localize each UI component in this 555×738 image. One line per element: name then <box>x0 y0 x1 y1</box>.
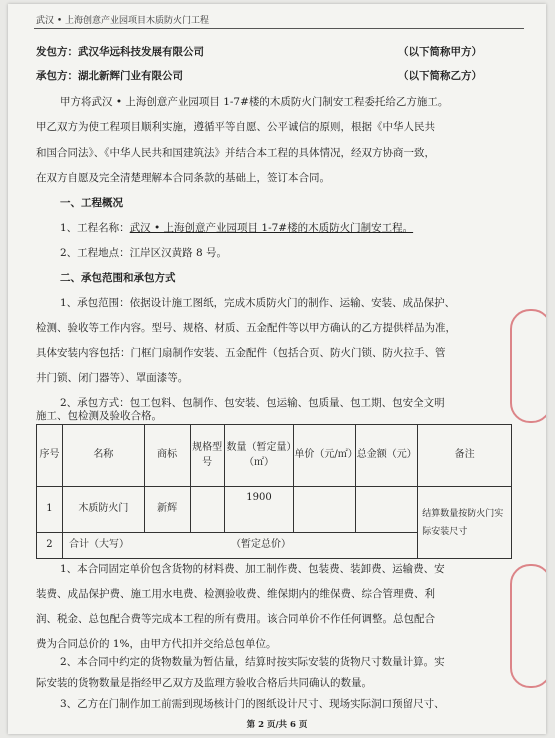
scope-line: 1、承包范围：依据设计施工图纸，完成木质防火门的制作、运输、安装、成品保护、 <box>60 297 456 309</box>
row1-name: 木质防火门 <box>62 487 144 533</box>
party-a-short: （以下简称甲方） <box>398 46 482 58</box>
project-name-value: 武汉 • 上海创意产业园项目 1-7#楼的木质防火门制安工程。 <box>129 222 414 234</box>
table-row <box>37 487 512 533</box>
col-seq: 序号 <box>37 425 63 487</box>
party-a-name: 武汉华远科技发展有限公司 <box>78 46 204 58</box>
party-b-label: 承包方： <box>36 70 78 82</box>
contract-page <box>8 4 546 734</box>
section2-heading: 二、承包范围和承包方式 <box>60 272 176 284</box>
row1-amount <box>356 487 418 533</box>
project-name-label: 1、工程名称： <box>60 222 130 234</box>
col-brand: 商标 <box>144 425 190 487</box>
clause-line: 润、税金、总包配合费等完成本工程的所有费用。该合同单价不作任何调整。总包配合 <box>36 613 435 625</box>
row1-remark: 结算数量按防火门实际安装尺寸 <box>418 487 512 559</box>
row1-seq: 1 <box>37 487 63 533</box>
clause-line: 装费、成品保护费、施工用水电费、检测验收费、维保期内的维保费、综合管理费、利 <box>36 588 435 600</box>
clause-line: 1、本合同固定单价包含货物的材料费、加工制作费、包装费、装卸费、运输费、安 <box>60 563 445 575</box>
method-line: 2、承包方式：包工包料、包制作、包安装、包运输、包质量、包工期、包安全文明 <box>60 397 445 409</box>
seal-stamp-icon <box>510 309 546 423</box>
project-location: 2、工程地点：江岸区汉黄路 8 号。 <box>60 247 228 259</box>
row2-total <box>62 533 417 559</box>
party-a-label: 发包方： <box>36 46 78 58</box>
col-amount: 总金额（元） <box>356 425 418 487</box>
party-b <box>36 68 183 83</box>
row1-brand: 新辉 <box>144 487 190 533</box>
party-a <box>36 44 204 59</box>
row1-qty: 1900 <box>224 487 294 533</box>
header-divider <box>34 28 524 29</box>
col-qty: 数量（暂定量）（㎡） <box>224 425 294 487</box>
clause-line: 费为合同总价的 1%，由甲方代扣并交给总包单位。 <box>36 638 277 650</box>
seal-stamp-icon <box>510 564 546 688</box>
clause-line: 2、本合同中约定的货物数量为暂估量，结算时按实际安装的货物尺寸数量计算。实 <box>60 656 445 668</box>
scope-line: 检测、验收等工作内容。型号、规格、材质、五金配件等以甲方确认的乙方提供样品为准， <box>36 322 456 334</box>
section1-heading: 一、工程概况 <box>60 197 123 209</box>
page-number: 第 2 页/共 6 页 <box>246 720 308 730</box>
intro-line: 甲乙双方为使工程项目顺利实施，遵循平等自愿、公平诚信的原则，根据《中华人民共 <box>36 121 435 133</box>
intro-line: 在双方自愿及完全清楚理解本合同条款的基础上，签订本合同。 <box>36 172 330 184</box>
running-header: 武汉 • 上海创意产业园项目木质防火门工程 <box>36 16 210 26</box>
scope-line: 井门锁、闭门器等）、罩面漆等。 <box>36 372 189 384</box>
intro-line: 甲方将武汉 • 上海创意产业园项目 1-7#楼的木质防火门制安工程委托给乙方施工。 <box>60 96 449 108</box>
row2-total-value: （暂定总价） <box>230 539 291 550</box>
clause-line: 3、乙方在门制作加工前需到现场核计门的图纸设计尺寸、现场实际洞口预留尺寸、 <box>60 698 445 710</box>
col-model: 规格型号 <box>190 425 224 487</box>
row2-total-label: 合计（大写） <box>68 539 129 550</box>
scope-line: 具体安装内容包括：门框门扇制作安装、五金配件（包括合页、防火门锁、防火拉手、管 <box>36 347 446 359</box>
row1-price <box>294 487 356 533</box>
clause-line: 际安装的货物数量是指经甲乙双方及监理方验收合格后共同确认的数量。 <box>36 677 372 689</box>
col-remark: 备注 <box>418 425 512 487</box>
method-line: 施工、包检测及验收合格。 <box>36 410 162 422</box>
table-header-row <box>37 425 512 487</box>
row2-seq: 2 <box>37 533 63 559</box>
party-b-short: （以下简称乙方） <box>398 70 482 82</box>
col-price: 单价（元/㎡） <box>294 425 356 487</box>
row1-model <box>190 487 224 533</box>
intro-line: 和国合同法》、《中华人民共和国建筑法》并结合本工程的具体情况，经双方协商一致， <box>36 147 435 159</box>
party-b-name: 湖北新辉门业有限公司 <box>78 70 183 82</box>
project-name <box>60 220 413 235</box>
goods-table <box>36 424 512 559</box>
col-name: 名称 <box>62 425 144 487</box>
